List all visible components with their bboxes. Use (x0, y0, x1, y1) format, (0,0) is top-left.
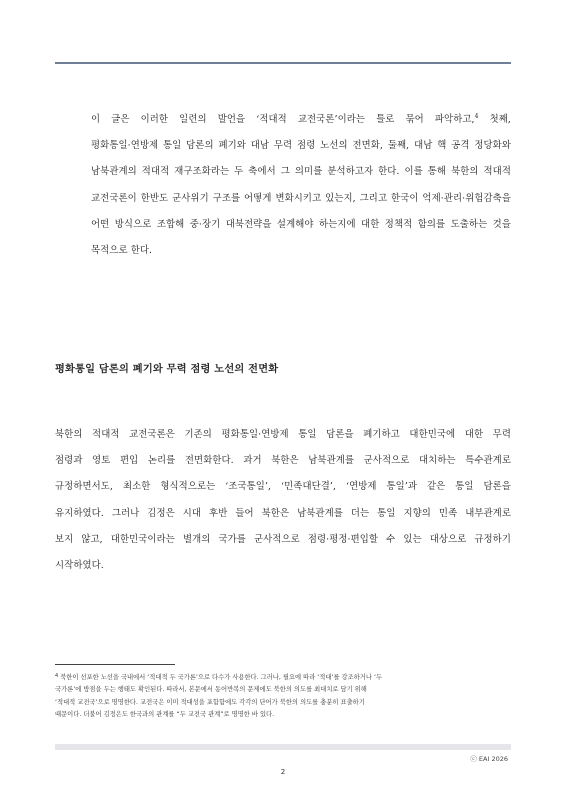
body-line-6: 시작하였다. (55, 560, 104, 572)
header-rule (55, 62, 511, 64)
body-paragraph (55, 422, 511, 579)
body-line-2: 점령과 영토 편입 논리를 전면화한다. 과거 북한은 남북관계를 군사적으로 대치하는 특수관계로 (55, 455, 511, 467)
intro-line-1: 이 글은 이러한 일련의 발언을 ‘적대적 교전국론’이라는 틀로 묶어 파악하고,$^4$ 첫째, (91, 113, 511, 125)
intro-line-3: 남북관계의 적대적 재구조화라는 두 축에서 그 의미를 분석하고자 한다. 이를 통해 북한의 적대적 (91, 166, 511, 178)
body-line-1: 북한의 적대적 교전국론은 기존의 평화통일·연방제 통일 담론을 폐기하고 대한민국에 대한 무력 (55, 429, 511, 440)
section-heading: 평화통일 담론의 폐기와 무력 점령 노선의 전면화 (55, 364, 279, 375)
intro-line-4: 교전국론이 한반도 군사위기 구조를 어떻게 변화시키고 있는지, 그리고 한국이 억제·관리·위험감축을 (91, 192, 511, 204)
footnote (55, 670, 511, 722)
body-line-4: 유지하였다. 그러나 김정은 시대 후반 들어 북한은 남북관계를 더는 통일 지향의 민족 내부관계로 (55, 507, 511, 519)
intro-line-2: 평화통일·연방제 통일 담론의 폐기와 대남 무력 점령 노선의 전면화, 둘째, 대남 핵 공격 정당화와 (91, 140, 511, 152)
copyright-notice: ⓒ EAI 2026 (470, 755, 508, 763)
footnote-line-2: 국가론’에 방점을 두는 행태도 확인된다. 따라서, 본문에서 동어반복의 문제에도 북한의 의도를 최대치로 담기 위해 (55, 686, 367, 694)
intro-line-5: 어떤 방식으로 조합해 중·장기 대북전략을 설계해야 하는지에 대한 정책적 함의를 도출하는 것을 (91, 218, 511, 230)
footnote-ref-4[interactable]: 4 (474, 113, 479, 120)
body-line-5: 보지 않고, 대한민국이라는 별개의 국가를 군사적으로 점령·평정·편입할 수 있는 대상으로 규정하기 (55, 533, 511, 545)
page-number: 2 (280, 768, 286, 776)
footnote-mark: 4 (55, 673, 59, 679)
footnote-line-1: $^4$ 북한이 선포한 노선을 국내에서 ‘적대적 두 국가론’으로 다수가 사용한다. 그러나, 필요에 따라 ‘적대’를 강조하거나 ‘두 (55, 673, 383, 681)
footer-bar (55, 744, 511, 750)
intro-paragraph (55, 104, 511, 264)
footnote-line-3: ‘적대적 교전국’으로 명명한다. 교전국은 이미 적대성을 포함함에도 각각의 단어가 북한의 의도를 충분히 표출하기 (55, 698, 365, 706)
intro-line-6: 목적으로 한다. (91, 245, 153, 257)
footnote-divider (55, 664, 175, 665)
footnote-line-4: 때문이다. 더불어 김정은도 한국과의 관계를 “두 교전국 관계”로 명명한 바 있다. (55, 711, 275, 719)
body-line-3: 규정하면서도, 최소한 형식적으로는 ‘조국통일’, ‘민족대단결’, ‘연방제 통일’과 같은 통일 담론을 (55, 481, 511, 493)
